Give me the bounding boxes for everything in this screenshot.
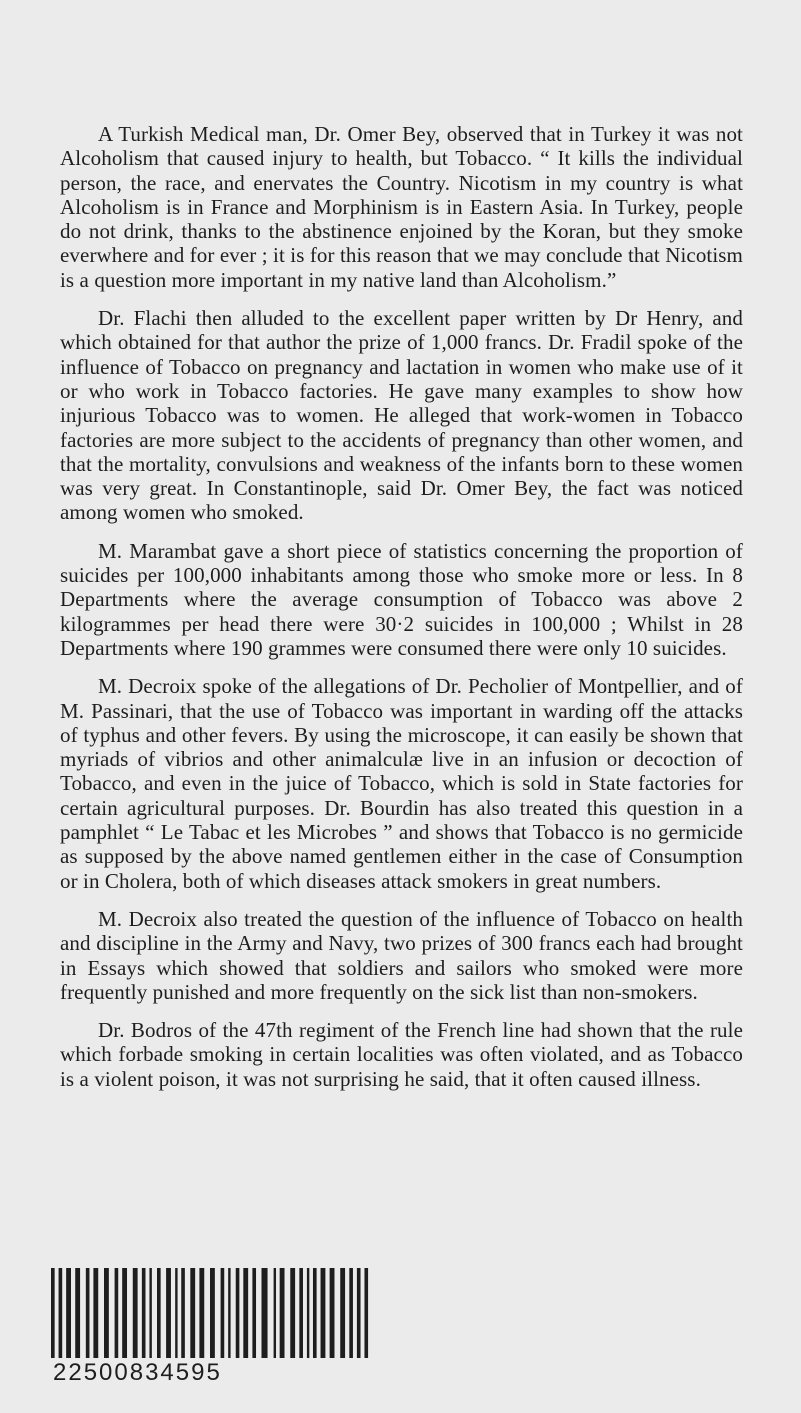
barcode-number: 22500834595 [53, 1359, 222, 1386]
barcode-bar [349, 1268, 353, 1358]
barcode-bar [299, 1268, 303, 1358]
barcode-bar [274, 1268, 276, 1358]
barcode-bar [261, 1268, 267, 1358]
paragraph-decroix-army-navy: M. Decroix also treated the question of the influence of Tobacco on health and discipline in the Army and Navy, two prizes of 300 francs each had brought in Essays which showed that soldiers and sailors who smoked were more frequently punished and more frequently on the sick list than non-smokers. [60, 906, 743, 1004]
barcode-bar [142, 1268, 146, 1358]
paragraph-bodros: Dr. Bodros of the 47th regiment of the French line had shown that the rule which forbade smoking in certain localities was often violated, and as Tobacco is a violent poison, it was not surprising he said, that it often caused illness. [60, 1018, 743, 1091]
barcode-bar [307, 1268, 309, 1358]
barcode-bar [86, 1268, 90, 1358]
barcode-bar [321, 1268, 326, 1358]
library-barcode [51, 1268, 371, 1386]
paragraph-flachi-fradil: Dr. Flachi then alluded to the excellent paper written by Dr Henry, and which obtained for that author the prize of 1,000 francs. Dr. Fradil spoke of the influence of Tobacco on pregnancy and lactation in women who make use of it or who work in Tobacco factories. He gave many examples to show how injurious Tobacco was to women. He alleged that work-women in Tobacco factories are more subject to the accidents of pregnancy than other women, and that the mortality, convulsions and weakness of the infants born to these women was very great. In Constantinople, said Dr. Omer Bey, the fact was noticed among women who smoked. [60, 306, 743, 525]
barcode-icon [51, 1268, 369, 1358]
barcode-bar [104, 1268, 109, 1358]
barcode-bar [166, 1268, 171, 1358]
barcode-bar [75, 1268, 80, 1358]
barcode-bar [210, 1268, 215, 1358]
barcode-bar [115, 1268, 119, 1358]
barcode-bar [357, 1268, 361, 1358]
barcode-bar [243, 1268, 248, 1358]
barcode-bar [221, 1268, 225, 1358]
barcode-bar [66, 1268, 71, 1358]
barcode-bar [280, 1268, 285, 1358]
barcode-bar [59, 1268, 63, 1358]
barcode-bar [313, 1268, 317, 1358]
barcode-bar [228, 1268, 230, 1358]
paragraph-marambat-statistics: M. Marambat gave a short piece of statistics concerning the proportion of suicides per 100,000 inhabitants among those who smoke more or less. In 8 Departments where the average consumption of Tobacco was above 2 kilogrammes per head there were 30·2 suicides in 100,000 ; Whilst in 28 Departments where 190 grammes were consumed there were only 10 suicides. [60, 538, 743, 660]
barcode-bar [252, 1268, 256, 1358]
paragraph-decroix-microbes: M. Decroix spoke of the allegations of Dr. Pecholier of Montpellier, and of M. Passinari, that the use of Tobacco was important in warding off the attacks of typhus and other fevers. By using the microscope, it can easily be shown that myriads of vibrios and other animalculæ live in an infusion or decoction of Tobacco, and even in the juice of Tobacco, which is sold in State factories for certain agricultural purposes. Dr. Bourdin has also treated this question in a pamphlet “ Le Tabac et les Microbes ” and shows that Tobacco is no germicide as supposed by the above named gentlemen either in the case of Consumption or in Cholera, both of which diseases attack smokers in great numbers. [60, 674, 743, 893]
barcode-bar [290, 1268, 295, 1358]
barcode-bar [190, 1268, 195, 1358]
barcode-bar [93, 1268, 98, 1358]
barcode-bar [133, 1268, 138, 1358]
paragraph-omer-bey: A Turkish Medical man, Dr. Omer Bey, observed that in Turkey it was not Alcoholism that caused injury to health, but Tobacco. “ It kills the individual person, the race, and enervates the Country. Nicotism in my country is what Alcoholism is in France and Morphinism is in Eastern Asia. In Turkey, people do not drink, thanks to the abstinence enjoined by the Koran, but they smoke everwhere and for ever ; it is for this reason that we may conclude that Nicotism is a question more important in my native land than Alcoholism.” [60, 122, 743, 292]
barcode-bar [340, 1268, 345, 1358]
barcode-bar [175, 1268, 177, 1358]
barcode-bar [149, 1268, 151, 1358]
barcode-bar [51, 1268, 55, 1358]
barcode-bar [330, 1268, 335, 1358]
barcode-bar [236, 1268, 240, 1358]
barcode-bar [157, 1268, 161, 1358]
barcode-bar [122, 1268, 127, 1358]
body-text [60, 122, 743, 1105]
barcode-bar [364, 1268, 368, 1358]
barcode-bar [181, 1268, 185, 1358]
barcode-bar [199, 1268, 204, 1358]
